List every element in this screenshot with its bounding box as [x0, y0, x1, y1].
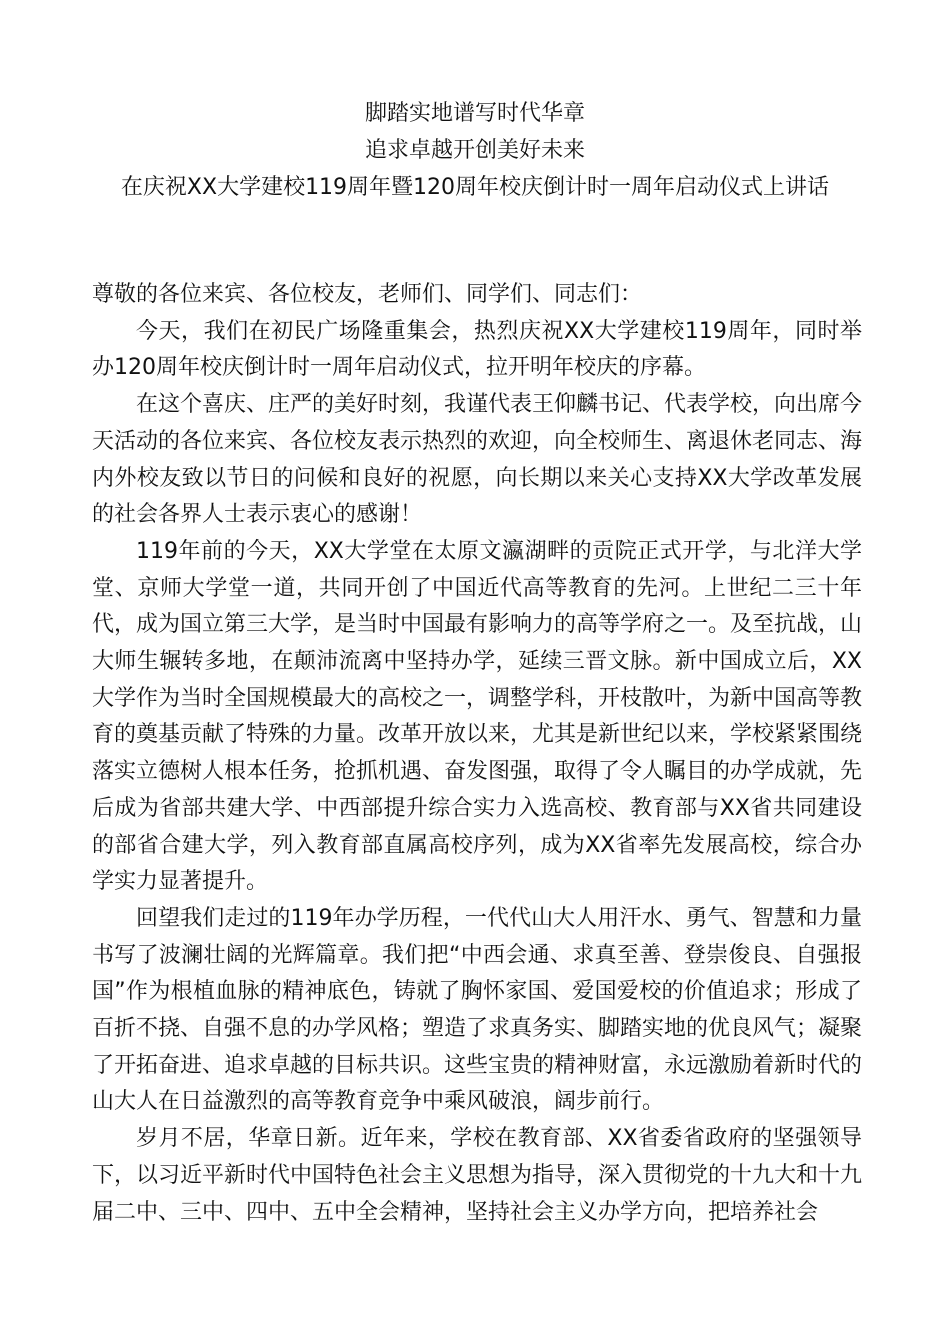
title-line-occasion: 在庆祝XX大学建校119周年暨120周年校庆倒计时一周年启动仪式上讲话 [120, 175, 830, 200]
paragraph-greetings: 在这个喜庆、庄严的美好时刻，我谨代表王仰麟书记、代表学校，向出席今天活动的各位来宾、各位校友表示热烈的欢迎，向全校师生、离退休老同志、海内外校友致以节日的问候和良好的祝愿，向长期以来关心支持XX大学改革发展的社会各界人士表示衷心的感谢！ [92, 392, 863, 528]
paragraph-spirit: 回望我们走过的119年办学历程，一代代山大人用汗水、勇气、智慧和力量书写了波澜壮阔的光辉篇章。我们把“中西会通、求真至善、登崇俊良、自强报国”作为根植血脉的精神底色，铸就了胸怀家国、爱国爱校的价值追求；形成了百折不挠、自强不息的办学风格；塑造了求真务实、脚踏实地的优良风气；凝聚了开拓奋进、追求卓越的目标共识。这些宝贵的精神财富，永远激励着新时代的山大人在日益激烈的高等教育竞争中乘风破浪，阔步前行。 [92, 905, 863, 1115]
paragraph-recent-years: 岁月不居，华章日新。近年来，学校在教育部、XX省委省政府的坚强领导下，以习近平新时代中国特色社会主义思想为指导，深入贯彻党的十九大和十九届二中、三中、四中、五中全会精神，坚持社会主义办学方向，把培养社会 [92, 1126, 863, 1225]
speech-body [92, 277, 862, 1231]
salutation: 尊敬的各位来宾、各位校友，老师们、同学们、同志们： [92, 282, 643, 307]
speech-title [0, 95, 950, 206]
paragraph-history: 119年前的今天，XX大学堂在太原文瀛湖畔的贡院正式开学，与北洋大学堂、京师大学堂一道，共同开创了中国近代高等教育的先河。上世纪二三十年代，成为国立第三大学，是当时中国最有影响力的高等学府之一。及至抗战，山大师生辗转多地，在颠沛流离中坚持办学，延续三晋文脉。新中国成立后，XX大学作为当时全国规模最大的高校之一，调整学科，开枝散叶，为新中国高等教育的奠基贡献了特殊的力量。改革开放以来，尤其是新世纪以来，学校紧紧围绕落实立德树人根本任务，抢抓机遇、奋发图强，取得了令人瞩目的办学成就，先后成为省部共建大学、中西部提升综合实力入选高校、教育部与XX省共同建设的部省合建大学，列入教育部直属高校序列，成为XX省率先发展高校，综合办学实力显著提升。 [92, 538, 863, 895]
title-line-secondary: 追求卓越开创美好未来 [364, 138, 585, 163]
paragraph-opening: 今天，我们在初民广场隆重集会，热烈庆祝XX大学建校119周年，同时举办120周年校庆倒计时一周年启动仪式，拉开明年校庆的序幕。 [92, 318, 862, 381]
title-line-main: 脚踏实地谱写时代华章 [364, 101, 585, 126]
